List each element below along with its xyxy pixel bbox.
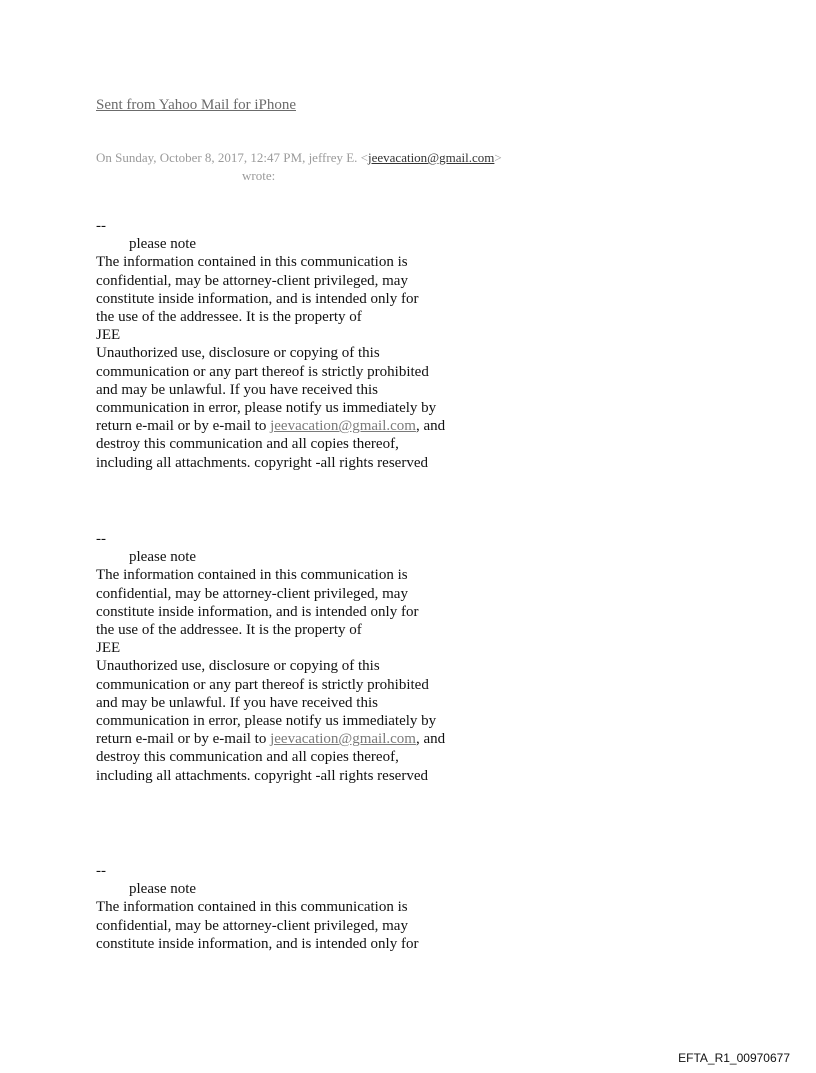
notice-email-line: [96, 730, 496, 748]
email-line-prefix: return e-mail or by e-mail to: [96, 418, 271, 435]
notice-line: confidential, may be attorney-client privileged, may: [96, 585, 408, 602]
confidentiality-notice-2: [96, 530, 496, 785]
notice-line: the use of the addressee. It is the property of: [96, 309, 362, 326]
notice-line: confidential, may be attorney-client privileged, may: [96, 917, 408, 934]
notice-line: Unauthorized use, disclosure or copying of this: [96, 658, 380, 675]
notice-line: The information contained in this communication is: [96, 567, 408, 584]
notice-line: including all attachments. copyright -all rights reserved: [96, 767, 428, 784]
document-id-footer: EFTA_R1_00970677: [678, 1051, 790, 1065]
notice-line: destroy this communication and all copies thereof,: [96, 436, 399, 453]
confidentiality-notice-3: [96, 862, 496, 953]
notice-line: the use of the addressee. It is the property of: [96, 622, 362, 639]
signature-dashes: --: [96, 863, 106, 879]
notice-line: communication in error, please notify us immediately by: [96, 713, 437, 730]
sent-from-yahoo-link[interactable]: Sent from Yahoo Mail for iPhone: [96, 97, 296, 113]
email-line-suffix: , and: [415, 418, 446, 435]
notice-email-line: [96, 417, 496, 435]
notice-line: Unauthorized use, disclosure or copying of this: [96, 345, 380, 362]
reply-header-wrote: wrote:: [242, 168, 276, 183]
notice-line: constitute inside information, and is intended only for: [96, 603, 419, 620]
notice-line: JEE: [96, 640, 121, 657]
notice-heading: please note: [129, 549, 197, 566]
notice-line: constitute inside information, and is intended only for: [96, 935, 419, 952]
notice-line: including all attachments. copyright -all rights reserved: [96, 454, 428, 471]
notice-email-link[interactable]: jeevacation@gmail.com: [270, 731, 416, 748]
reply-header-prefix: On Sunday, October 8, 2017, 12:47 PM, jeffrey E. <: [96, 150, 368, 165]
notice-line: communication or any part thereof is strictly prohibited: [96, 363, 429, 380]
notice-line: JEE: [96, 327, 121, 344]
signature-dashes: --: [96, 218, 106, 234]
signature-dashes: --: [96, 531, 106, 547]
notice-line: and may be unlawful. If you have received this: [96, 381, 378, 398]
sender-email-link[interactable]: jeevacation@gmail.com: [368, 150, 495, 165]
notice-email-link[interactable]: jeevacation@gmail.com: [270, 418, 416, 435]
notice-line: confidential, may be attorney-client privileged, may: [96, 272, 408, 289]
notice-line: communication in error, please notify us immediately by: [96, 400, 437, 417]
email-line-suffix: , and: [415, 731, 446, 748]
notice-line: constitute inside information, and is intended only for: [96, 290, 419, 307]
reply-header-suffix: >: [494, 150, 502, 165]
notice-line: and may be unlawful. If you have received this: [96, 694, 378, 711]
notice-heading: please note: [129, 236, 197, 253]
reply-header: [96, 149, 502, 185]
notice-line: The information contained in this communication is: [96, 899, 408, 916]
notice-line: communication or any part thereof is strictly prohibited: [96, 676, 429, 693]
confidentiality-notice-1: [96, 217, 496, 472]
notice-heading: please note: [129, 881, 197, 898]
notice-line: The information contained in this communication is: [96, 254, 408, 271]
email-line-prefix: return e-mail or by e-mail to: [96, 731, 271, 748]
notice-line: destroy this communication and all copies thereof,: [96, 749, 399, 766]
